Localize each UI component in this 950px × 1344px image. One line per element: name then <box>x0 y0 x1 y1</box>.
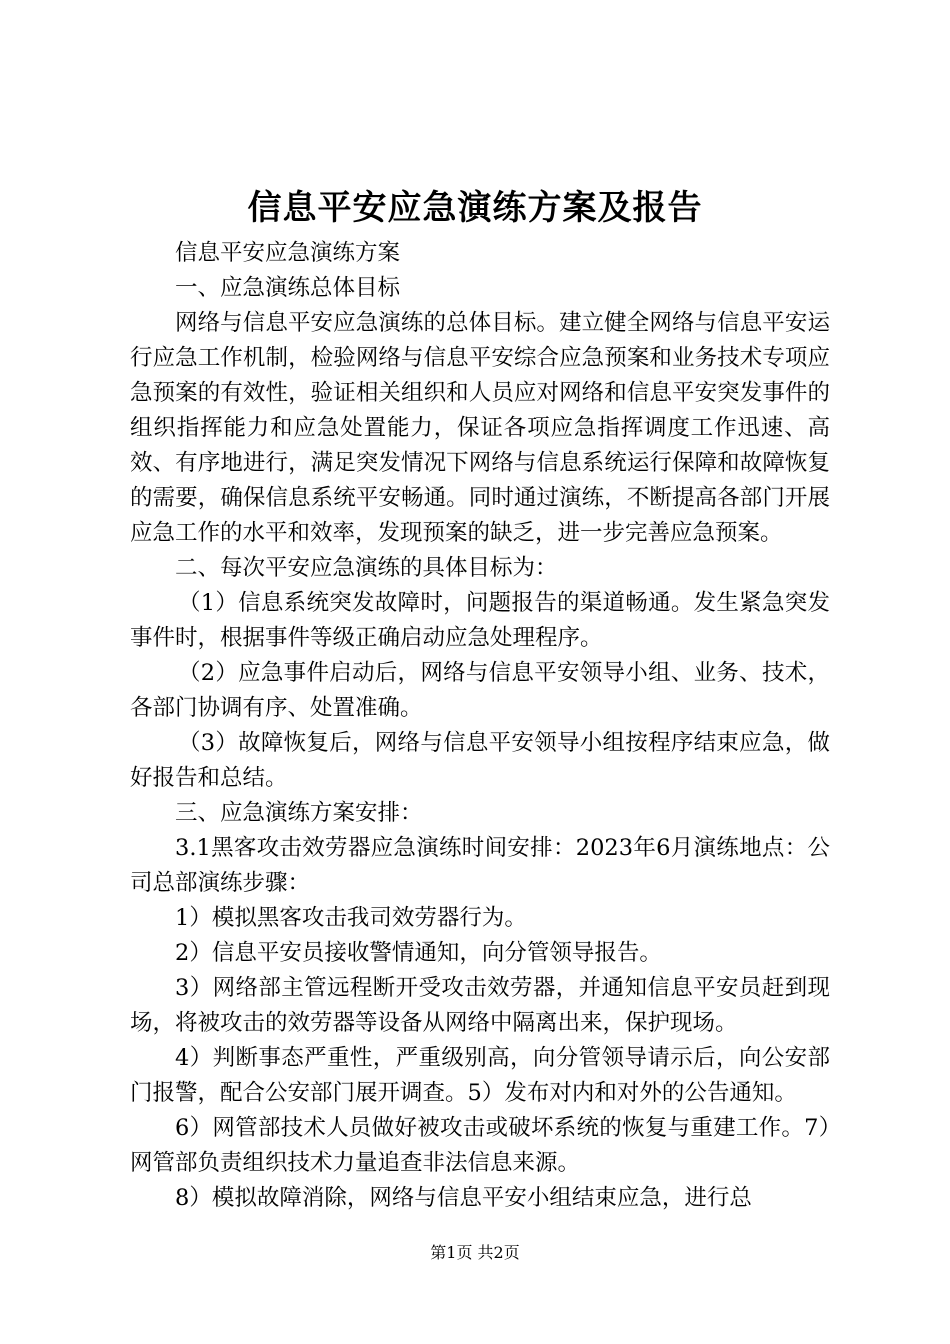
section-heading-arrangement: 三、应急演练方案安排： <box>175 800 423 826</box>
list-item-step-2: 2）信息平安员接收警情通知，向分管领导报告。 <box>175 940 662 966</box>
document-body <box>130 236 830 1216</box>
list-item-goal-3: （3）故障恢复后，网络与信息平安领导小组按程序结束应急，做好报告和总结。 <box>130 730 830 791</box>
list-item-goal-2: （2）应急事件启动后，网络与信息平安领导小组、业务、技术，各部门协调有序、处置准确。 <box>130 660 830 721</box>
list-item-step-8: 8）模拟故障消除，网络与信息平安小组结束应急，进行总 <box>175 1185 752 1211</box>
list-item-step-4-5: 4）判断事态严重性，严重级别高，向分管领导请示后，向公安部门报警，配合公安部门展开调查。5）发布对内和对外的公告通知。 <box>130 1045 830 1106</box>
list-item-step-6-7: 6）网管部技术人员做好被攻击或破坏系统的恢复与重建工作。7）网管部负责组织技术力量追查非法信息来源。 <box>130 1115 830 1176</box>
page-number-footer: 第1页 共2页 <box>430 1243 520 1262</box>
paragraph-plan-heading: 信息平安应急演练方案 <box>175 240 401 266</box>
section-heading-overall-goal: 一、应急演练总体目标 <box>175 275 401 301</box>
document-title: 信息平安应急演练方案及报告 <box>247 188 703 228</box>
list-item-step-1: 1）模拟黑客攻击我司效劳器行为。 <box>175 905 527 931</box>
paragraph-overall-goal: 网络与信息平安应急演练的总体目标。建立健全网络与信息平安运行应急工作机制，检验网络与信息平安综合应急预案和业务技术专项应急预案的有效性，验证相关组织和人员应对网络和信息平安突发事件的组织指挥能力和应急处置能力，保证各项应急指挥调度工作迅速、高效、有序地进行，满足突发情况下网络与信息系统运行保障和故障恢复的需要，确保信息系统平安畅通。同时通过演练，不断提高各部门开展应急工作的水平和效率，发现预案的缺乏，进一步完善应急预案。 <box>130 310 830 546</box>
paragraph-drill-schedule: 3.1黑客攻击效劳器应急演练时间安排：2023年6月演练地点：公司总部演练步骤： <box>130 835 830 896</box>
section-heading-specific-goals: 二、每次平安应急演练的具体目标为： <box>175 555 558 581</box>
list-item-step-3: 3）网络部主管远程断开受攻击效劳器，并通知信息平安员赶到现场，将被攻击的效劳器等设备从网络中隔离出来，保护现场。 <box>130 975 830 1036</box>
list-item-goal-1: （1）信息系统突发故障时，问题报告的渠道畅通。发生紧急突发事件时，根据事件等级正确启动应急处理程序。 <box>130 590 830 651</box>
